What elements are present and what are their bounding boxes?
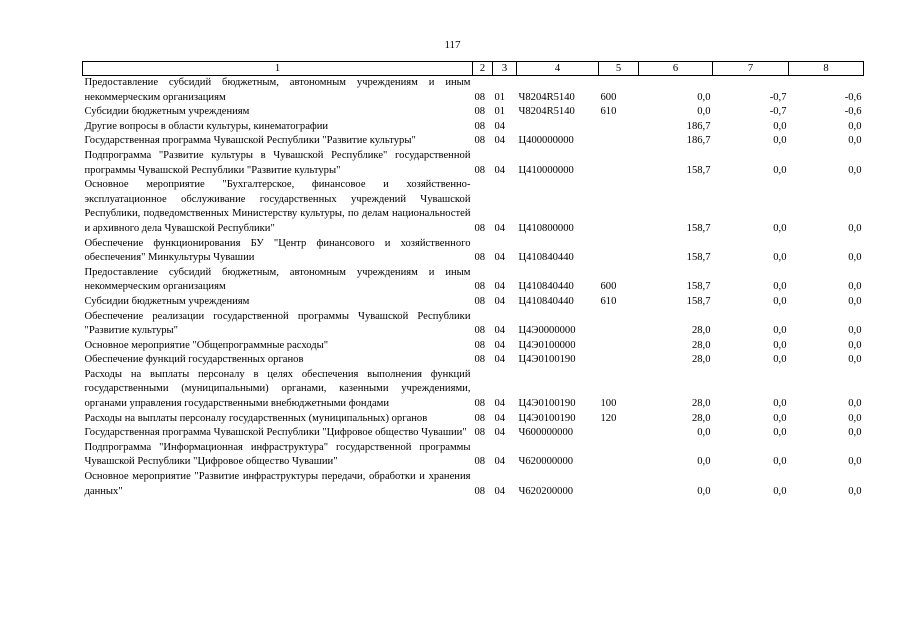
table-row [83, 441, 864, 470]
section-code-cell: 08 [474, 135, 486, 147]
target-article-cell: Ц410800000 [518, 222, 574, 234]
header-cell: 4 [517, 62, 599, 76]
section-code-cell: 08 [474, 456, 486, 468]
table-row [83, 149, 864, 178]
amount-cell: 158,7 [686, 281, 711, 293]
amount-cell: 158,7 [686, 222, 711, 234]
amount-cell: 0,0 [848, 135, 862, 147]
subsection-code-cell: 04 [494, 325, 506, 337]
header-cell: 8 [789, 62, 864, 76]
table-row [83, 470, 864, 499]
expense-type-cell [599, 134, 639, 149]
expense-type-cell [599, 120, 639, 135]
target-article-cell: Ч600000000 [518, 427, 574, 439]
table-row [83, 295, 864, 310]
target-article-cell: Ч620200000 [518, 485, 574, 497]
section-code-cell: 08 [474, 295, 486, 307]
section-code-cell: 08 [474, 106, 486, 118]
expense-type-cell: 610 [600, 295, 617, 307]
amount-cell: -0,7 [769, 91, 787, 103]
target-article-cell [517, 120, 599, 135]
amount-cell: 0,0 [848, 281, 862, 293]
expense-type-cell [599, 426, 639, 441]
table-row [83, 105, 864, 120]
table-row [83, 76, 864, 106]
subsection-code-cell: 01 [494, 106, 506, 118]
amount-cell: 0,0 [848, 398, 862, 410]
table-row [83, 412, 864, 427]
amount-cell: 0,0 [697, 106, 711, 118]
section-code-cell: 08 [474, 164, 486, 176]
subsection-code-cell: 04 [494, 456, 506, 468]
subsection-code-cell: 04 [494, 339, 506, 351]
amount-cell: 186,7 [686, 120, 711, 132]
amount-cell: 0,0 [773, 135, 787, 147]
amount-cell: 0,0 [773, 252, 787, 264]
target-article-cell: Ц410840440 [518, 281, 574, 293]
section-code-cell: 08 [474, 222, 486, 234]
amount-cell: 28,0 [691, 354, 711, 366]
amount-cell: 0,0 [848, 120, 862, 132]
expense-name-cell: Обеспечение функций государственных органов [84, 354, 304, 366]
subsection-code-cell: 01 [494, 91, 506, 103]
amount-cell: 158,7 [686, 164, 711, 176]
expense-name-cell: Государственная программа Чувашской Республики "Развитие культуры" [84, 135, 416, 147]
amount-cell: 0,0 [773, 354, 787, 366]
table-row [83, 353, 864, 368]
expense-name-cell: Подпрограмма "Развитие культуры в Чувашской Республике" государственной программы Чувашской Республики "Развитие культуры" [84, 149, 471, 176]
amount-cell: 0,0 [773, 412, 787, 424]
amount-cell: -0,7 [769, 106, 787, 118]
target-article-cell: Ц4Э0100000 [518, 339, 576, 351]
table-row [83, 178, 864, 236]
table-row [83, 134, 864, 149]
amount-cell: 0,0 [848, 456, 862, 468]
header-cell: 6 [639, 62, 713, 76]
subsection-code-cell: 04 [494, 135, 506, 147]
section-code-cell: 08 [474, 354, 486, 366]
header-cell: 5 [599, 62, 639, 76]
amount-cell: -0,6 [844, 106, 862, 118]
subsection-code-cell: 04 [494, 120, 506, 132]
header-cell: 1 [83, 62, 473, 76]
expense-name-cell: Государственная программа Чувашской Республики "Цифровое общество Чувашии" [84, 427, 467, 439]
expense-type-cell [599, 237, 639, 266]
subsection-code-cell: 04 [494, 485, 506, 497]
header-cell: 3 [493, 62, 517, 76]
expense-name-cell: Основное мероприятие "Общепрограммные расходы" [84, 339, 329, 351]
amount-cell: 0,0 [848, 354, 862, 366]
target-article-cell: Ц400000000 [518, 135, 574, 147]
amount-cell: 0,0 [773, 339, 787, 351]
amount-cell: 28,0 [691, 412, 711, 424]
target-article-cell: Ч8204R5140 [518, 91, 575, 103]
amount-cell: 0,0 [697, 485, 711, 497]
amount-cell: 0,0 [773, 456, 787, 468]
expense-name-cell: Основное мероприятие "Бухгалтерское, финансовое и хозяйственно-эксплуатационное обслуживание государственных учреждений Чувашской Республики, подведомственных Министерству культуры, по делам национальностей и архивного дела Чувашской Республики" [84, 179, 471, 234]
section-code-cell: 08 [474, 281, 486, 293]
amount-cell: 0,0 [848, 295, 862, 307]
amount-cell: 158,7 [686, 295, 711, 307]
amount-cell: 0,0 [773, 164, 787, 176]
subsection-code-cell: 04 [494, 281, 506, 293]
amount-cell: 0,0 [773, 325, 787, 337]
target-article-cell: Ц4Э0100190 [518, 412, 576, 424]
subsection-code-cell: 04 [494, 354, 506, 366]
expense-name-cell: Обеспечение функционирования БУ "Центр финансового и хозяйственного обеспечения" Минкультуры Чувашии [84, 237, 471, 264]
table-row [83, 426, 864, 441]
table-row [83, 120, 864, 135]
section-code-cell: 08 [474, 427, 486, 439]
amount-cell: 0,0 [773, 120, 787, 132]
amount-cell: 28,0 [691, 339, 711, 351]
subsection-code-cell: 04 [494, 398, 506, 410]
section-code-cell: 08 [474, 412, 486, 424]
expense-name-cell: Расходы на выплаты персоналу в целях обеспечения выполнения функций государственными (муниципальными) органами, казенными учреждениями, органами управления государственными внебюджетными фондами [84, 368, 471, 410]
amount-cell: 0,0 [848, 222, 862, 234]
expense-type-cell: 120 [600, 412, 617, 424]
expense-type-cell [599, 149, 639, 178]
expense-name-cell: Подпрограмма "Информационная инфраструктура" государственной программы Чувашской Республики "Цифровое общество Чувашии" [84, 441, 471, 468]
expense-type-cell: 600 [600, 281, 617, 293]
amount-cell: -0,6 [844, 91, 862, 103]
table-header-row [83, 62, 864, 76]
amount-cell: 0,0 [848, 427, 862, 439]
amount-cell: 0,0 [848, 412, 862, 424]
section-code-cell: 08 [474, 485, 486, 497]
header-cell: 7 [713, 62, 789, 76]
amount-cell: 186,7 [686, 135, 711, 147]
amount-cell: 0,0 [848, 485, 862, 497]
expense-type-cell: 100 [600, 398, 617, 410]
amount-cell: 0,0 [848, 164, 862, 176]
expense-type-cell [599, 310, 639, 339]
expense-type-cell [599, 339, 639, 354]
amount-cell: 28,0 [691, 398, 711, 410]
section-code-cell: 08 [474, 325, 486, 337]
subsection-code-cell: 04 [494, 164, 506, 176]
amount-cell: 0,0 [773, 485, 787, 497]
amount-cell: 0,0 [773, 222, 787, 234]
expense-type-cell: 610 [600, 106, 617, 118]
header-cell: 2 [473, 62, 493, 76]
expense-name-cell: Субсидии бюджетным учреждениям [84, 106, 250, 118]
target-article-cell: Ц4Э0100190 [518, 398, 576, 410]
expense-name-cell: Обеспечение реализации государственной программы Чувашской Республики "Развитие культуры" [84, 310, 471, 337]
section-code-cell: 08 [474, 398, 486, 410]
budget-table [82, 61, 864, 499]
amount-cell: 28,0 [691, 325, 711, 337]
table-row [83, 266, 864, 295]
subsection-code-cell: 04 [494, 252, 506, 264]
page-number: 117 [444, 39, 461, 51]
expense-type-cell [599, 178, 639, 236]
subsection-code-cell: 04 [494, 427, 506, 439]
table-row [83, 237, 864, 266]
amount-cell: 0,0 [697, 427, 711, 439]
amount-cell: 0,0 [773, 295, 787, 307]
amount-cell: 0,0 [773, 281, 787, 293]
amount-cell: 0,0 [773, 427, 787, 439]
subsection-code-cell: 04 [494, 222, 506, 234]
subsection-code-cell: 04 [494, 412, 506, 424]
target-article-cell: Ц4Э0000000 [518, 325, 576, 337]
amount-cell: 0,0 [773, 398, 787, 410]
amount-cell: 0,0 [848, 325, 862, 337]
expense-name-cell: Субсидии бюджетным учреждениям [84, 295, 250, 307]
expense-type-cell [599, 441, 639, 470]
table-row [83, 310, 864, 339]
expense-name-cell: Предоставление субсидий бюджетным, автономным учреждениям и иным некоммерческим организациям [84, 266, 471, 293]
amount-cell: 0,0 [697, 456, 711, 468]
table-row [83, 339, 864, 354]
section-code-cell: 08 [474, 339, 486, 351]
target-article-cell: Ч620000000 [518, 456, 574, 468]
section-code-cell: 08 [474, 91, 486, 103]
amount-cell: 0,0 [697, 91, 711, 103]
amount-cell: 0,0 [848, 252, 862, 264]
target-article-cell: Ц4Э0100190 [518, 354, 576, 366]
section-code-cell: 08 [474, 252, 486, 264]
expense-type-cell [599, 353, 639, 368]
subsection-code-cell: 04 [494, 295, 506, 307]
amount-cell: 0,0 [848, 339, 862, 351]
target-article-cell: Ц410840440 [518, 252, 574, 264]
target-article-cell: Ч8204R5140 [518, 106, 575, 118]
target-article-cell: Ц410000000 [518, 164, 574, 176]
section-code-cell: 08 [474, 120, 486, 132]
expense-name-cell: Основное мероприятие "Развитие инфраструктуры передачи, обработки и хранения данных" [84, 471, 471, 497]
expense-name-cell: Расходы на выплаты персоналу государственных (муниципальных) органов [84, 412, 428, 424]
expense-type-cell [599, 470, 639, 499]
expense-name-cell: Другие вопросы в области культуры, кинематографии [84, 120, 329, 132]
table-row [83, 368, 864, 412]
expense-name-cell: Предоставление субсидий бюджетным, автономным учреждениям и иным некоммерческим организациям [84, 77, 471, 103]
expense-type-cell: 600 [600, 91, 617, 103]
target-article-cell: Ц410840440 [518, 295, 574, 307]
amount-cell: 158,7 [686, 252, 711, 264]
